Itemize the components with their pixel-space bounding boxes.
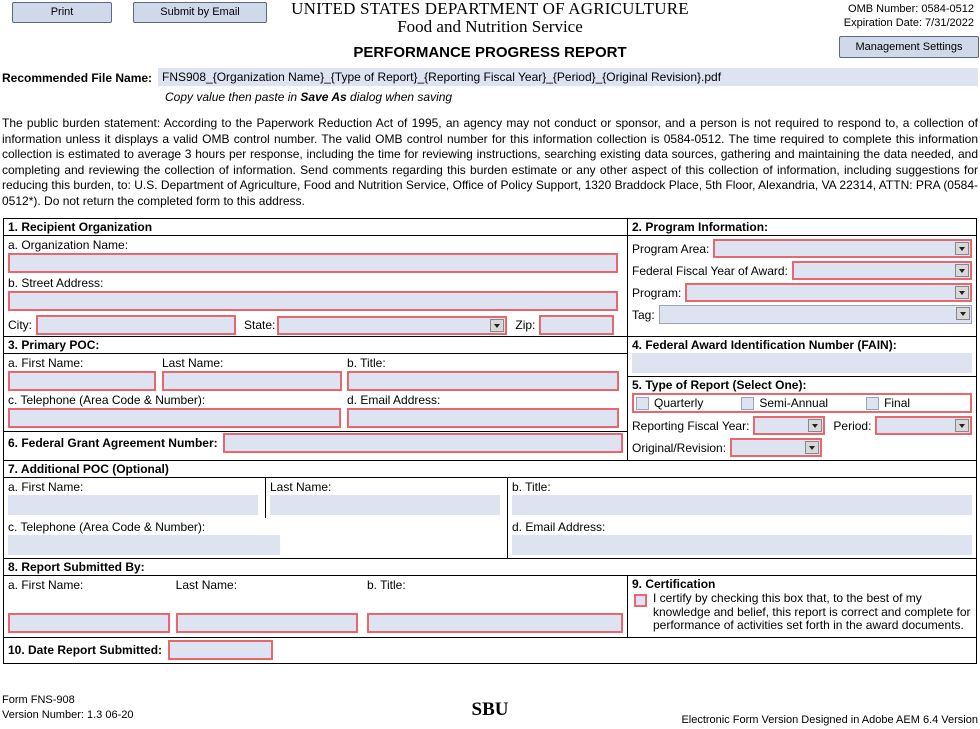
fain-input[interactable]: [632, 353, 972, 373]
chevron-down-icon[interactable]: [955, 419, 969, 432]
submit-by-email-button[interactable]: Submit by Email: [133, 2, 267, 23]
primary-poc-first-name-input[interactable]: [8, 371, 156, 391]
street-address-input[interactable]: [8, 291, 618, 311]
additional-poc-last-name-input[interactable]: [270, 495, 500, 515]
quarterly-label: Quarterly: [654, 396, 704, 410]
additional-poc-last-name-label: Last Name:: [270, 480, 332, 494]
chevron-down-icon[interactable]: [956, 307, 970, 320]
print-button[interactable]: Print: [12, 2, 112, 23]
primary-poc-phone-input[interactable]: [8, 408, 341, 428]
certification-text: I certify by checking this box that, to the best of my knowledge and belief, this report is correct and complete for performance of activities set forth in the award documents.: [653, 591, 971, 632]
primary-poc-email-input[interactable]: [347, 408, 619, 428]
tag-select[interactable]: [659, 305, 972, 324]
footer-version: Version Number: 1.3 06-20: [2, 709, 134, 721]
copy-instruction: [165, 90, 980, 106]
primary-poc-title-label: b. Title:: [347, 356, 386, 370]
section-6-title: 6. Federal Grant Agreement Number:: [8, 436, 218, 450]
footer-electronic-version: Electronic Form Version Designed in Adobe AEM 6.4 Version: [681, 714, 978, 726]
section-2-title: 2. Program Information:: [628, 219, 976, 236]
section-9-title: 9. Certification: [632, 577, 716, 591]
form-row-1: [4, 219, 976, 336]
footer-form-number: Form FNS-908: [2, 694, 75, 706]
final-label: Final: [884, 396, 911, 410]
additional-poc-email-label: d. Email Address:: [512, 520, 606, 534]
original-revision-select[interactable]: [730, 438, 822, 457]
burden-statement: The public burden statement: According to the Paperwork Reduction Act of 1995, an agency may not conduct or sponsor, and a person is not required to respond to, a collection of information unless it displays a valid OMB control number. The valid OMB control number for this information collection is 0584-0512. The time required to complete this information collection is estimated to average 3 hours per response, including the time for reviewing instructions, searching existing data sources, gathering and maintaining the data needed, and completing and reviewing the collection of information. Send comments regarding this burden estimate or any other aspect of this collection of information, including suggestions for reducing this burden, to: U.S. Department of Agriculture, Food and Nutrition Service, Office of Policy Support, 1320 Braddock Place, 5th Floor, Alexandria, VA 22314, ATTN: PRA (0584-0512*). Do not return the completed form to this address.: [2, 116, 978, 208]
additional-poc-email-input[interactable]: [512, 535, 972, 555]
primary-poc-first-name-label: a. First Name:: [8, 356, 84, 370]
semi-annual-checkbox[interactable]: [741, 397, 754, 410]
chevron-down-icon[interactable]: [490, 319, 504, 332]
additional-poc-first-name-label: a. First Name:: [8, 480, 84, 494]
chevron-down-icon[interactable]: [955, 286, 969, 299]
period-label: Period:: [833, 418, 872, 433]
omb-expiration: Expiration Date: 7/31/2022: [843, 17, 974, 29]
section-7-additional-poc: [4, 460, 976, 558]
recommended-filename-row: [0, 68, 980, 90]
footer-sbu-marking: SBU: [471, 699, 509, 720]
copy-instruction-pre: Copy value then paste in: [165, 90, 301, 104]
state-label: State:: [244, 318, 276, 332]
section-7-title: 7. Additional POC (Optional): [4, 461, 976, 478]
omb-info: [844, 2, 974, 30]
city-input[interactable]: [36, 315, 236, 335]
original-revision-label: Original/Revision:: [632, 440, 727, 455]
section-3-title: 3. Primary POC:: [4, 337, 627, 354]
reporting-fiscal-year-select[interactable]: [753, 416, 825, 435]
submitted-by-title-label: b. Title:: [367, 578, 406, 592]
date-report-submitted-input[interactable]: [168, 640, 273, 660]
section-5-title: 5. Type of Report (Select One):: [632, 378, 807, 392]
additional-poc-title-input[interactable]: [512, 495, 972, 515]
section-10-label: 10. Date Report Submitted:: [8, 643, 163, 657]
section-4-title: 4. Federal Award Identification Number (FAIN):: [632, 338, 897, 352]
management-settings-button[interactable]: Management Settings: [839, 36, 979, 58]
section-10-date-submitted: [4, 637, 976, 663]
form-body: [3, 218, 977, 664]
semi-annual-label: Semi-Annual: [759, 396, 829, 410]
copy-instruction-bold: Save As: [300, 90, 347, 104]
top-toolbar: [0, 0, 980, 66]
organization-name-label: a. Organization Name:: [8, 238, 129, 252]
program-select[interactable]: [685, 283, 972, 302]
certification-checkbox[interactable]: [634, 594, 647, 607]
section-1-title: 1. Recipient Organization: [4, 219, 627, 236]
period-select[interactable]: [875, 416, 972, 435]
submitted-by-last-name-label: Last Name:: [175, 578, 238, 592]
omb-number: OMB Number: 0584-0512: [848, 3, 974, 15]
zip-label: Zip:: [515, 318, 536, 332]
section-8-title: 8. Report Submitted By:: [4, 559, 976, 576]
page-footer: [0, 693, 980, 727]
chevron-down-icon[interactable]: [955, 242, 969, 255]
agency-name-line1: UNITED STATES DEPARTMENT OF AGRICULTURE: [291, 0, 689, 18]
primary-poc-email-label: d. Email Address:: [347, 393, 441, 407]
section-9-certification: [628, 576, 976, 637]
copy-instruction-post: dialog when saving: [346, 90, 453, 104]
submitted-by-first-name-label: a. First Name:: [8, 578, 84, 592]
page-title: PERFORMANCE PROGRESS REPORT: [353, 44, 627, 61]
primary-poc-last-name-label: Last Name:: [162, 356, 224, 370]
primary-poc-last-name-input[interactable]: [162, 371, 342, 391]
section-1-recipient-organization: [4, 219, 628, 336]
section-3-primary-poc: [4, 337, 628, 460]
program-area-label: Program Area:: [632, 241, 710, 256]
final-checkbox[interactable]: [866, 397, 879, 410]
chevron-down-icon[interactable]: [808, 419, 822, 432]
section-8-9-container: [4, 558, 976, 637]
federal-grant-agreement-number-input[interactable]: [223, 433, 623, 453]
tag-label: Tag:: [632, 307, 655, 322]
street-address-label: b. Street Address:: [8, 276, 104, 290]
submitted-by-first-name-input[interactable]: [8, 613, 170, 633]
chevron-down-icon[interactable]: [955, 264, 969, 277]
form-row-2: [4, 336, 976, 460]
additional-poc-title-label: b. Title:: [512, 480, 551, 494]
additional-poc-phone-label: c. Telephone (Area Code & Number):: [8, 520, 206, 534]
primary-poc-phone-label: c. Telephone (Area Code & Number):: [8, 393, 206, 407]
organization-name-input[interactable]: [8, 253, 618, 273]
program-label: Program:: [632, 285, 682, 300]
submitted-by-last-name-input[interactable]: [176, 613, 358, 633]
federal-fiscal-year-award-select[interactable]: [792, 261, 972, 280]
additional-poc-first-name-input[interactable]: [8, 495, 258, 515]
recommended-filename-value[interactable]: FNS908_{Organization Name}_{Type of Report}_{Reporting Fiscal Year}_{Period}_{Original Revision}.pdf: [158, 68, 978, 86]
additional-poc-phone-input[interactable]: [8, 535, 280, 555]
primary-poc-title-input[interactable]: [347, 371, 619, 391]
city-label: City:: [8, 318, 32, 332]
chevron-down-icon[interactable]: [805, 441, 819, 454]
type-of-report-group[interactable]: [632, 393, 972, 413]
reporting-fiscal-year-label: Reporting Fiscal Year:: [632, 418, 750, 433]
section-2-program-information: [628, 219, 976, 336]
quarterly-checkbox[interactable]: [636, 397, 649, 410]
section-4-5-container: [628, 337, 976, 460]
submitted-by-title-input[interactable]: [367, 613, 623, 633]
state-select[interactable]: [277, 316, 507, 335]
zip-input[interactable]: [539, 315, 614, 335]
agency-name-line2: Food and Nutrition Service: [397, 17, 583, 36]
federal-fiscal-year-award-label: Federal Fiscal Year of Award:: [632, 263, 788, 278]
recommended-filename-label: Recommended File Name:: [2, 71, 153, 85]
program-area-select[interactable]: [713, 239, 972, 258]
